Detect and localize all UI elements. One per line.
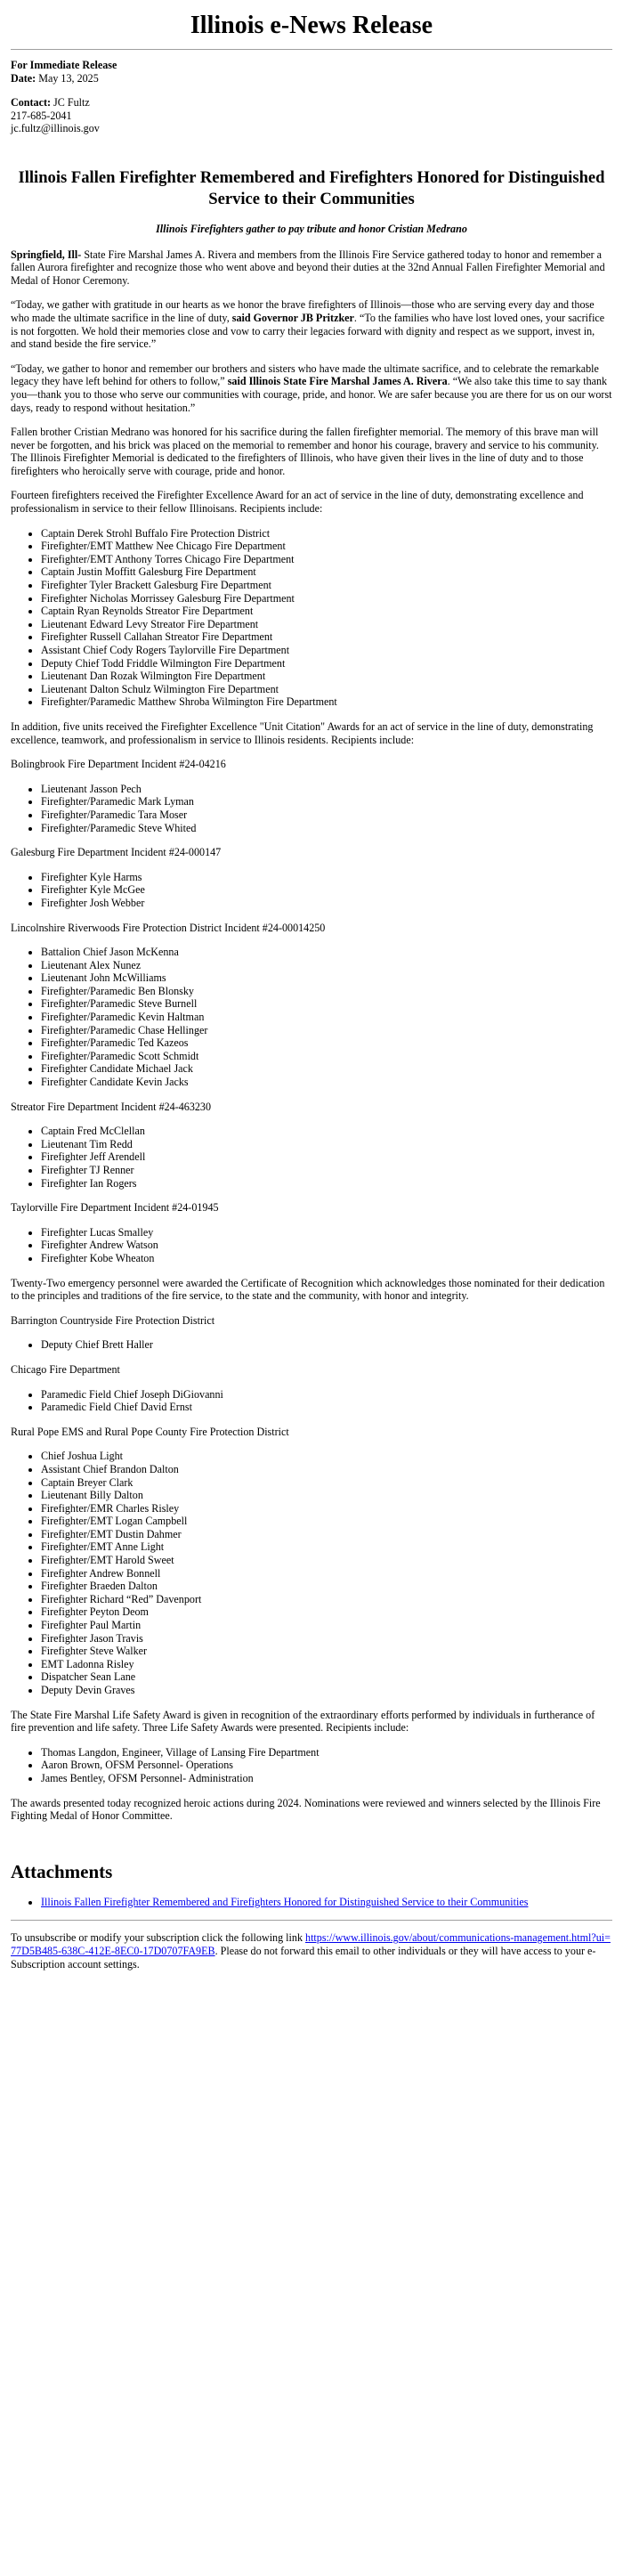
list-item: • Lieutenant Dalton Schulz Wilmington Fire Department: [41, 683, 612, 696]
list-item: • Deputy Devin Graves: [41, 1684, 612, 1697]
excellence-intro: Fourteen firefighters received the Firefighter Excellence Award for an act of service in the line of duty, demonstrating excellence and professionalism in service to their fellow Illinoisans. Recipients include:: [11, 489, 584, 516]
list-item: • Chief Joshua Light: [41, 1450, 612, 1463]
release-date: May 13, 2025: [38, 71, 99, 85]
dateline: Springfield, Ill-: [11, 248, 82, 261]
list-item: • Firefighter/EMT Logan Campbell: [41, 1515, 612, 1528]
group-member-list: [11, 1388, 612, 1414]
group-title: Rural Pope EMS and Rural Pope County Fire Protection District: [11, 1425, 289, 1438]
group-title: Lincolnshire Riverwoods Fire Protection District Incident #24-00014250: [11, 921, 326, 934]
group-member-list: [11, 1226, 612, 1265]
list-item: • Firefighter Andrew Watson: [41, 1239, 612, 1252]
list-item: • Firefighter Ian Rogers: [41, 1177, 612, 1190]
group-title: Streator Fire Department Incident #24-463230: [11, 1100, 212, 1113]
group-title: Barrington Countryside Fire Protection District: [11, 1313, 215, 1327]
list-item: • Assistant Chief Cody Rogers Taylorville Fire Department: [41, 644, 612, 657]
list-item: • Lieutenant Alex Nunez: [41, 959, 612, 972]
governor-quote: “Today, we gather with gratitude in our hearts as we honor the brave firefighters of Illinois—those who are serving every day and those who made the ultimate sacrifice in the line of duty, said Governor JB Pritzker. “To the families who have lost loved ones, your sacrifice is not forgotten. We hold their memories close and vow to carry their legacies forward with dignity and respect as we support, invest in, and stand beside the fire service.”: [11, 298, 605, 351]
list-item: • Firefighter Jason Travis: [41, 1632, 612, 1646]
group-title: Taylorville Fire Department Incident #24-01945: [11, 1201, 219, 1215]
list-item: • Captain Ryan Reynolds Streator Fire Department: [41, 605, 612, 618]
list-item: • Lieutenant Jasson Pech: [41, 783, 612, 796]
unit-citation-groups: [11, 758, 612, 1264]
closing-paragraph: The awards presented today recognized heroic actions during 2024. Nominations were reviewed and winners selected by the Illinois Fire Fighting Medal of Honor Committee.: [11, 1796, 601, 1823]
list-item: • Firefighter/Paramedic Steve Burnell: [41, 997, 612, 1011]
list-item: • Deputy Chief Todd Friddle Wilmington Fire Department: [41, 657, 612, 670]
list-item: • Firefighter/EMR Charles Risley: [41, 1502, 612, 1516]
group-member-list: [11, 1125, 612, 1190]
list-item: • Firefighter Steve Walker: [41, 1645, 612, 1658]
list-item: • Firefighter/Paramedic Ben Blonsky: [41, 985, 612, 998]
governor-attribution: said Governor JB Pritzker: [231, 311, 354, 324]
contact-label: Contact:: [11, 96, 52, 110]
intro-paragraph: Springfield, Ill- State Fire Marshal James A. Rivera and members from the Illinois Fire Service gathered today to honor and remember a fallen Aurora firefighter and recognize those who went above and beyond their duties at the 32nd Annual Fallen Firefighter Memorial and Medal of Honor Ceremony.: [11, 248, 605, 287]
list-item: • Firefighter Peyton Deom: [41, 1605, 612, 1619]
list-item: • Captain Derek Strohl Buffalo Fire Protection District: [41, 527, 612, 540]
footer-divider: [11, 1920, 612, 1921]
list-item: • Lieutenant John McWilliams: [41, 971, 612, 985]
memorial-paragraph: Fallen brother Cristian Medrano was honored for his sacrifice during the fallen firefighter memorial. The memory of this brave man will never be forgotten, and his brick was placed on the memorial to remember and honor his courage, bravery and service to his community. The Illinois Firefighter Memorial is dedicated to the firefighters of Illinois, who have given their lives in the line of duty and to those firefighters who heroically serve with courage, pride and honor.: [11, 426, 599, 477]
unsubscribe-footer: To unsubscribe or modify your subscription click the following link https://www.illinois.gov/about/communications-management.html?ui=77D5B485-638C-412E-8EC0-17D0707FA9EB. Please do not forward this email to other individuals or they will have access to your e-Subscription account settings.: [11, 1931, 611, 1971]
release-meta: [11, 59, 612, 135]
header-divider: [11, 49, 612, 50]
group-member-list: [11, 871, 612, 910]
list-item: • Deputy Chief Brett Haller: [41, 1338, 612, 1352]
group-member-list: [11, 946, 612, 1089]
list-item: • Assistant Chief Brandon Dalton: [41, 1463, 612, 1476]
headline: Illinois Fallen Firefighter Remembered and Firefighters Honored for Distinguished Service to their Communities: [18, 167, 605, 208]
list-item: • Battalion Chief Jason McKenna: [41, 946, 612, 959]
fire-marshal-attribution: said Illinois State Fire Marshal James A. Rivera: [227, 375, 448, 388]
list-item: • Captain Fred McClellan: [41, 1125, 612, 1138]
list-item: • Lieutenant Edward Levy Streator Fire Department: [41, 618, 612, 631]
list-item: • Firefighter Nicholas Morrissey Galesburg Fire Department: [41, 592, 612, 605]
unit-citation-intro: In addition, five units received the Firefighter Excellence "Unit Citation" Awards for an act of service in the line of duty, demonstrating excellence, teamwork, and professionalism in service to Illinois residents. Recipients include:: [11, 719, 594, 746]
list-item: • Firefighter/Paramedic Matthew Shroba Wilmington Fire Department: [41, 695, 612, 709]
list-item: • Firefighter/EMT Anthony Torres Chicago Fire Department: [41, 553, 612, 566]
list-item: • Firefighter/EMT Matthew Nee Chicago Fire Department: [41, 540, 612, 553]
list-item: • Firefighter/Paramedic Tara Moser: [41, 809, 612, 822]
list-item: • EMT Ladonna Risley: [41, 1658, 612, 1671]
list-item: • Firefighter/Paramedic Ted Kazeos: [41, 1036, 612, 1050]
list-item: • Firefighter TJ Renner: [41, 1164, 612, 1177]
contact-email: jc.fultz@illinois.gov: [11, 122, 100, 135]
group-member-list: [11, 1338, 612, 1352]
group-title: Chicago Fire Department: [11, 1362, 120, 1376]
list-item: • Firefighter Candidate Kevin Jacks: [41, 1076, 612, 1089]
immediate-release-label: For Immediate Release: [11, 59, 117, 71]
contact-name: JC Fultz: [53, 96, 90, 110]
list-item: • Thomas Langdon, Engineer, Village of Lansing Fire Department: [41, 1746, 612, 1759]
list-item: • Firefighter Kobe Wheaton: [41, 1252, 612, 1265]
group-member-list: [11, 783, 612, 834]
recognition-intro: Twenty-Two emergency personnel were awarded the Certificate of Recognition which acknowledges those nominated for their dedication to the principles and traditions of the fire service, to the state and the community, with honor and integrity.: [11, 1276, 605, 1303]
list-item: • James Bentley, OFSM Personnel- Administration: [41, 1772, 612, 1785]
list-item: • Lieutenant Tim Redd: [41, 1138, 612, 1151]
group-title: Bolingbrook Fire Department Incident #24-04216: [11, 758, 226, 771]
list-item: • Captain Breyer Clark: [41, 1476, 612, 1490]
release-date-line: [11, 72, 612, 85]
list-item: • Firefighter Candidate Michael Jack: [41, 1062, 612, 1076]
life-safety-list: [11, 1746, 612, 1785]
attachment-item: [41, 1896, 612, 1909]
list-item: • Paramedic Field Chief Joseph DiGiovanni: [41, 1388, 612, 1402]
list-item: • Firefighter Kyle Harms: [41, 871, 612, 884]
list-item: • Firefighter Lucas Smalley: [41, 1226, 612, 1239]
group-title: Galesburg Fire Department Incident #24-000147: [11, 846, 222, 859]
list-item: • Aaron Brown, OFSM Personnel- Operations: [41, 1759, 612, 1772]
list-item: • Firefighter/EMT Harold Sweet: [41, 1554, 612, 1567]
list-item: • Paramedic Field Chief David Ernst: [41, 1401, 612, 1414]
list-item: • Firefighter/Paramedic Mark Lyman: [41, 795, 612, 809]
list-item: • Lieutenant Dan Rozak Wilmington Fire Department: [41, 670, 612, 683]
list-item: • Firefighter Tyler Brackett Galesburg Fire Department: [41, 579, 612, 592]
list-item: • Firefighter Kyle McGee: [41, 883, 612, 897]
list-item: • Firefighter Richard “Red” Davenport: [41, 1593, 612, 1606]
contact-line: [11, 96, 612, 110]
recognition-groups: [11, 1314, 612, 1697]
unsubscribe-link[interactable]: https://www.illinois.gov/about/communications-management.html?ui=77D5B485-638C-412E-8EC0-17D0707FA9EB: [11, 1931, 611, 1957]
site-title: Illinois e-News Release: [190, 12, 433, 39]
list-item: • Firefighter Russell Callahan Streator Fire Department: [41, 630, 612, 644]
list-item: • Dispatcher Sean Lane: [41, 1670, 612, 1684]
list-item: • Firefighter/Paramedic Steve Whited: [41, 822, 612, 835]
list-item: • Firefighter/EMT Anne Light: [41, 1540, 612, 1554]
attachments-heading: Attachments: [11, 1860, 113, 1882]
list-item: • Firefighter Josh Webber: [41, 897, 612, 910]
contact-phone: 217-685-2041: [11, 109, 72, 122]
fire-marshal-quote: “Today, we gather to honor and remember our brothers and sisters who have made the ultimate sacrifice, and to celebrate the remarkable legacy they have left behind for others to follow,” said Illinois State Fire Marshal James A. Rivera. “We also take this time to say thank you—thank you to those who serve our communities with courage, pride, and honor. We are safer because you are there for us on our worst days, ready to respond without hesitation.”: [11, 362, 612, 414]
attachment-link[interactable]: Illinois Fallen Firefighter Remembered and Firefighters Honored for Distinguished Service to their Communities: [41, 1895, 529, 1908]
list-item: • Firefighter/Paramedic Scott Schmidt: [41, 1050, 612, 1063]
list-item: • Firefighter/Paramedic Kevin Haltman: [41, 1011, 612, 1024]
list-item: • Firefighter Paul Martin: [41, 1619, 612, 1632]
life-safety-intro: The State Fire Marshal Life Safety Award is given in recognition of the extraordinary efforts performed by individuals in furtherance of fire prevention and life safety. Three Life Safety Awards were presented. Recipients include:: [11, 1708, 595, 1735]
list-item: • Captain Justin Moffitt Galesburg Fire Department: [41, 565, 612, 579]
list-item: • Firefighter/EMT Dustin Dahmer: [41, 1528, 612, 1541]
subheadline: Illinois Firefighters gather to pay tribute and honor Cristian Medrano: [156, 222, 467, 235]
attachments-list: [11, 1896, 612, 1909]
list-item: • Lieutenant Billy Dalton: [41, 1489, 612, 1502]
excellence-list: [11, 527, 612, 709]
list-item: • Firefighter Andrew Bonnell: [41, 1567, 612, 1581]
list-item: • Firefighter Braeden Dalton: [41, 1580, 612, 1593]
date-label: Date:: [11, 71, 36, 85]
group-member-list: [11, 1450, 612, 1696]
list-item: • Firefighter Jeff Arendell: [41, 1150, 612, 1164]
page: [0, 11, 623, 1971]
list-item: • Firefighter/Paramedic Chase Hellinger: [41, 1024, 612, 1037]
